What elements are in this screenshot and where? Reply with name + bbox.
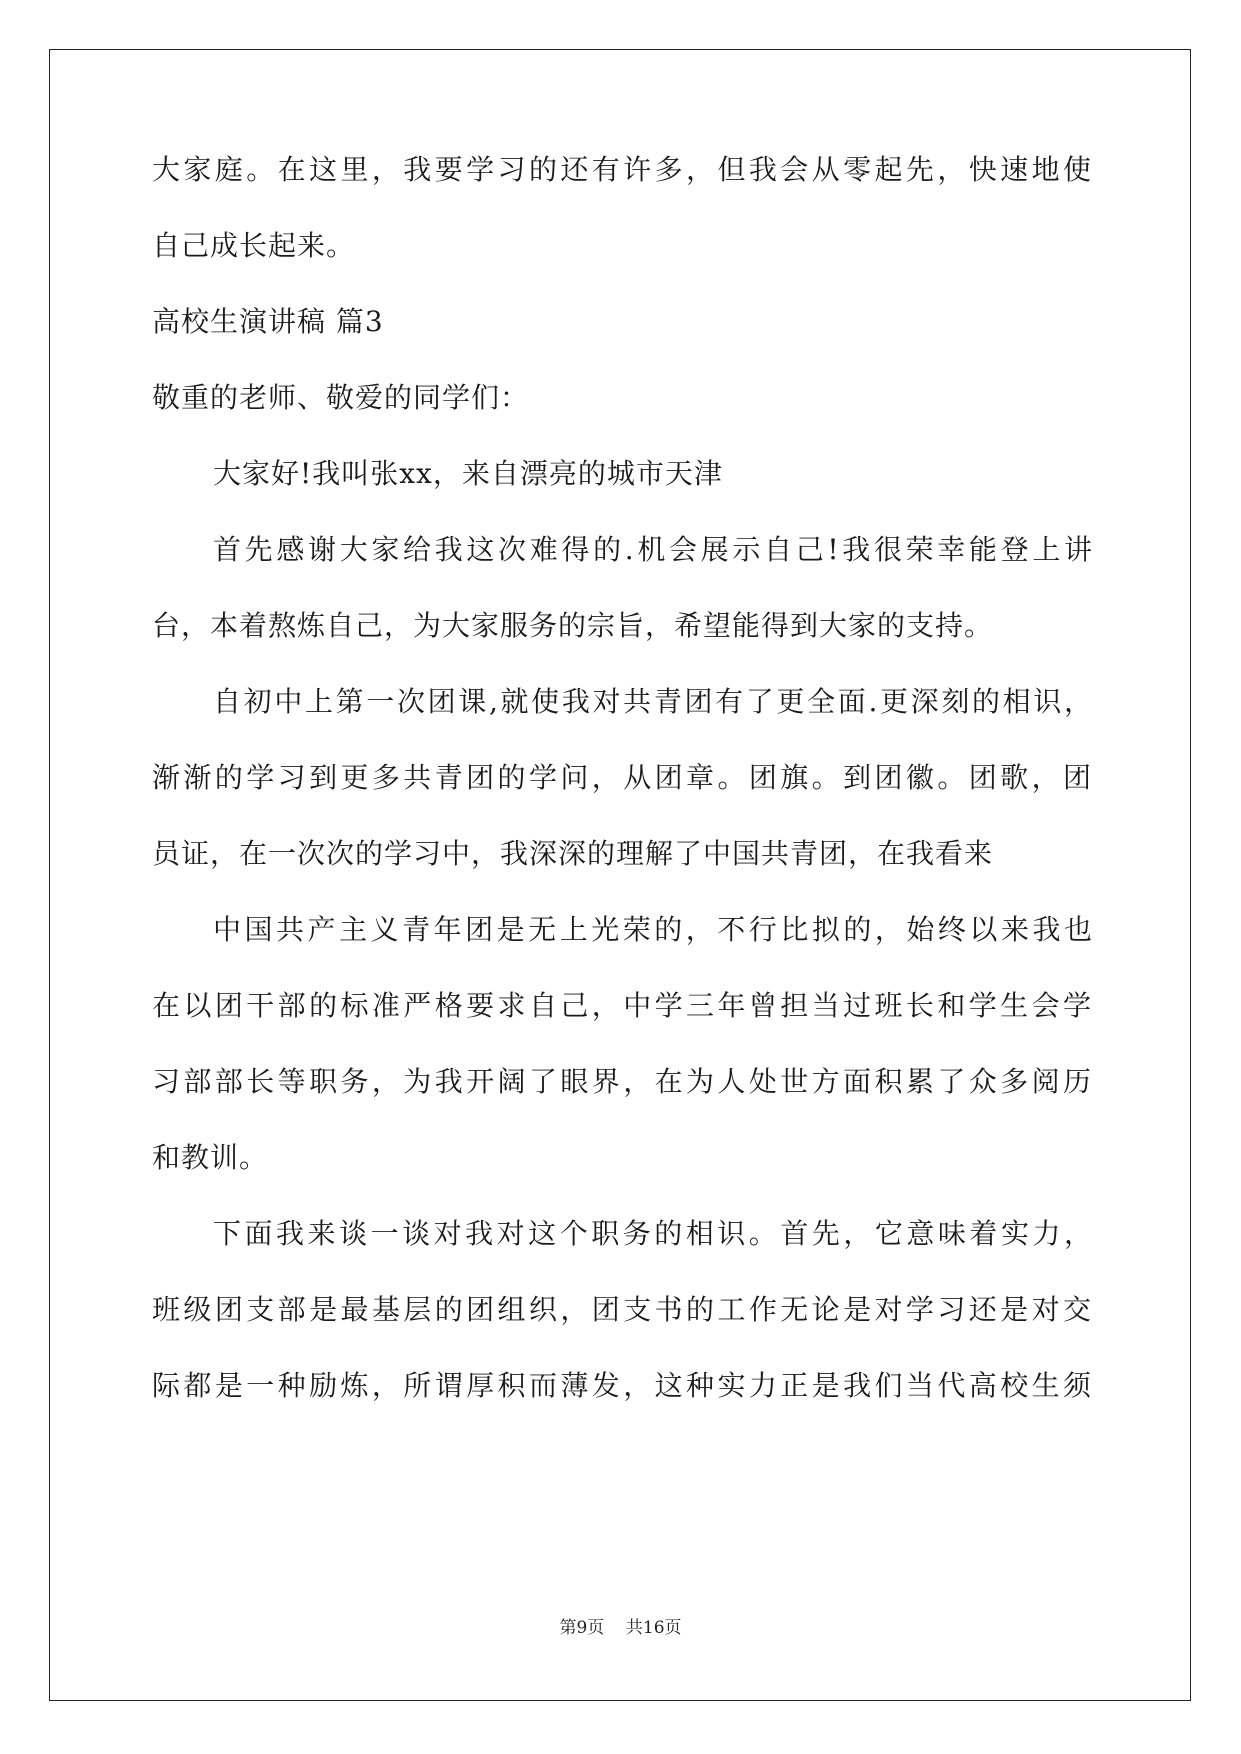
text-line: 首先感谢大家给我这次难得的.机会展示自己!我很荣幸能登上讲 bbox=[213, 533, 1093, 566]
text-line: 大家好!我叫张xx，来自漂亮的城市天津 bbox=[213, 457, 723, 490]
text-line: 台，本着熬炼自己，为大家服务的宗旨，希望能得到大家的支持。 bbox=[152, 609, 994, 642]
text-line: 大家庭。在这里，我要学习的还有许多，但我会从零起先，快速地使 bbox=[152, 153, 1092, 186]
text-line: 自己成长起来。 bbox=[152, 229, 356, 262]
text-line: 班级团支部是最基层的团组织，团支书的工作无论是对学习还是对交 bbox=[152, 1293, 1092, 1326]
section-heading: 高校生演讲稿 篇3 bbox=[152, 305, 384, 338]
text-line: 渐渐的学习到更多共青团的学问，从团章。团旗。到团徽。团歌，团 bbox=[152, 761, 1092, 794]
text-line: 自初中上第一次团课,就使我对共青团有了更全面.更深刻的相识， bbox=[213, 685, 1093, 718]
text-line: 和教训。 bbox=[152, 1141, 269, 1174]
text-line: 中国共产主义青年团是无上光荣的，不行比拟的，始终以来我也 bbox=[213, 913, 1093, 946]
text-line: 在以团干部的标准严格要求自己，中学三年曾担当过班长和学生会学 bbox=[152, 989, 1092, 1022]
page-number: 第9页 bbox=[559, 1618, 605, 1638]
text-line: 员证，在一次次的学习中，我深深的理解了中国共青团，在我看来 bbox=[152, 837, 994, 870]
text-line: 际都是一种励炼，所谓厚积而薄发，这种实力正是我们当代高校生须 bbox=[152, 1369, 1092, 1402]
page-footer bbox=[0, 1617, 1241, 1639]
page-border bbox=[49, 49, 1191, 1701]
text-line: 习部部长等职务，为我开阔了眼界，在为人处世方面积累了众多阅历 bbox=[152, 1065, 1092, 1098]
text-line: 下面我来谈一谈对我对这个职务的相识。首先，它意味着实力， bbox=[213, 1217, 1093, 1250]
page-total: 共16页 bbox=[625, 1618, 682, 1638]
salutation: 敬重的老师、敬爱的同学们： bbox=[152, 381, 530, 414]
